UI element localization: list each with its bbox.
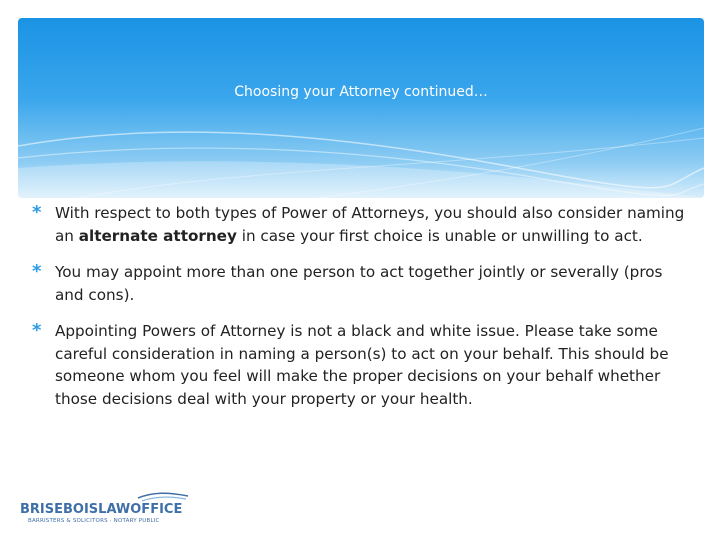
asterisk-bullet-icon: * <box>32 320 42 341</box>
company-logo <box>18 490 198 526</box>
bullet-list <box>30 202 690 424</box>
slide-title: Choosing your Attorney continued… <box>234 84 488 100</box>
bullet-item <box>30 320 690 410</box>
bullet-item <box>30 202 690 247</box>
header-band <box>18 18 704 198</box>
bullet-text: Appointing Powers of Attorney is not a black and white issue. Please take some careful consideration in naming a person(s) to act on your behalf. This should be someone whom you feel will make the proper decisions on your behalf whether those decisions deal with your property or your health. <box>55 322 669 408</box>
bullet-text-continued: in case your first choice is unable or unwilling to act. <box>236 226 643 245</box>
bullet-item <box>30 261 690 306</box>
bullet-text: With respect to both types of Power of Attorneys, you should also consider naming an <box>55 204 685 245</box>
bullet-text: You may appoint more than one person to act together jointly or severally (pros and cons). <box>55 263 663 304</box>
logo-tagline: BARRISTERS & SOLICITORS · NOTARY PUBLIC <box>28 518 160 524</box>
asterisk-bullet-icon: * <box>32 202 42 223</box>
logo-name: BRISEBOISLAWOFFICE <box>20 502 183 517</box>
bullet-bold-text: alternate attorney <box>78 226 237 245</box>
asterisk-bullet-icon: * <box>32 261 42 282</box>
header-wave-decoration <box>18 18 704 198</box>
